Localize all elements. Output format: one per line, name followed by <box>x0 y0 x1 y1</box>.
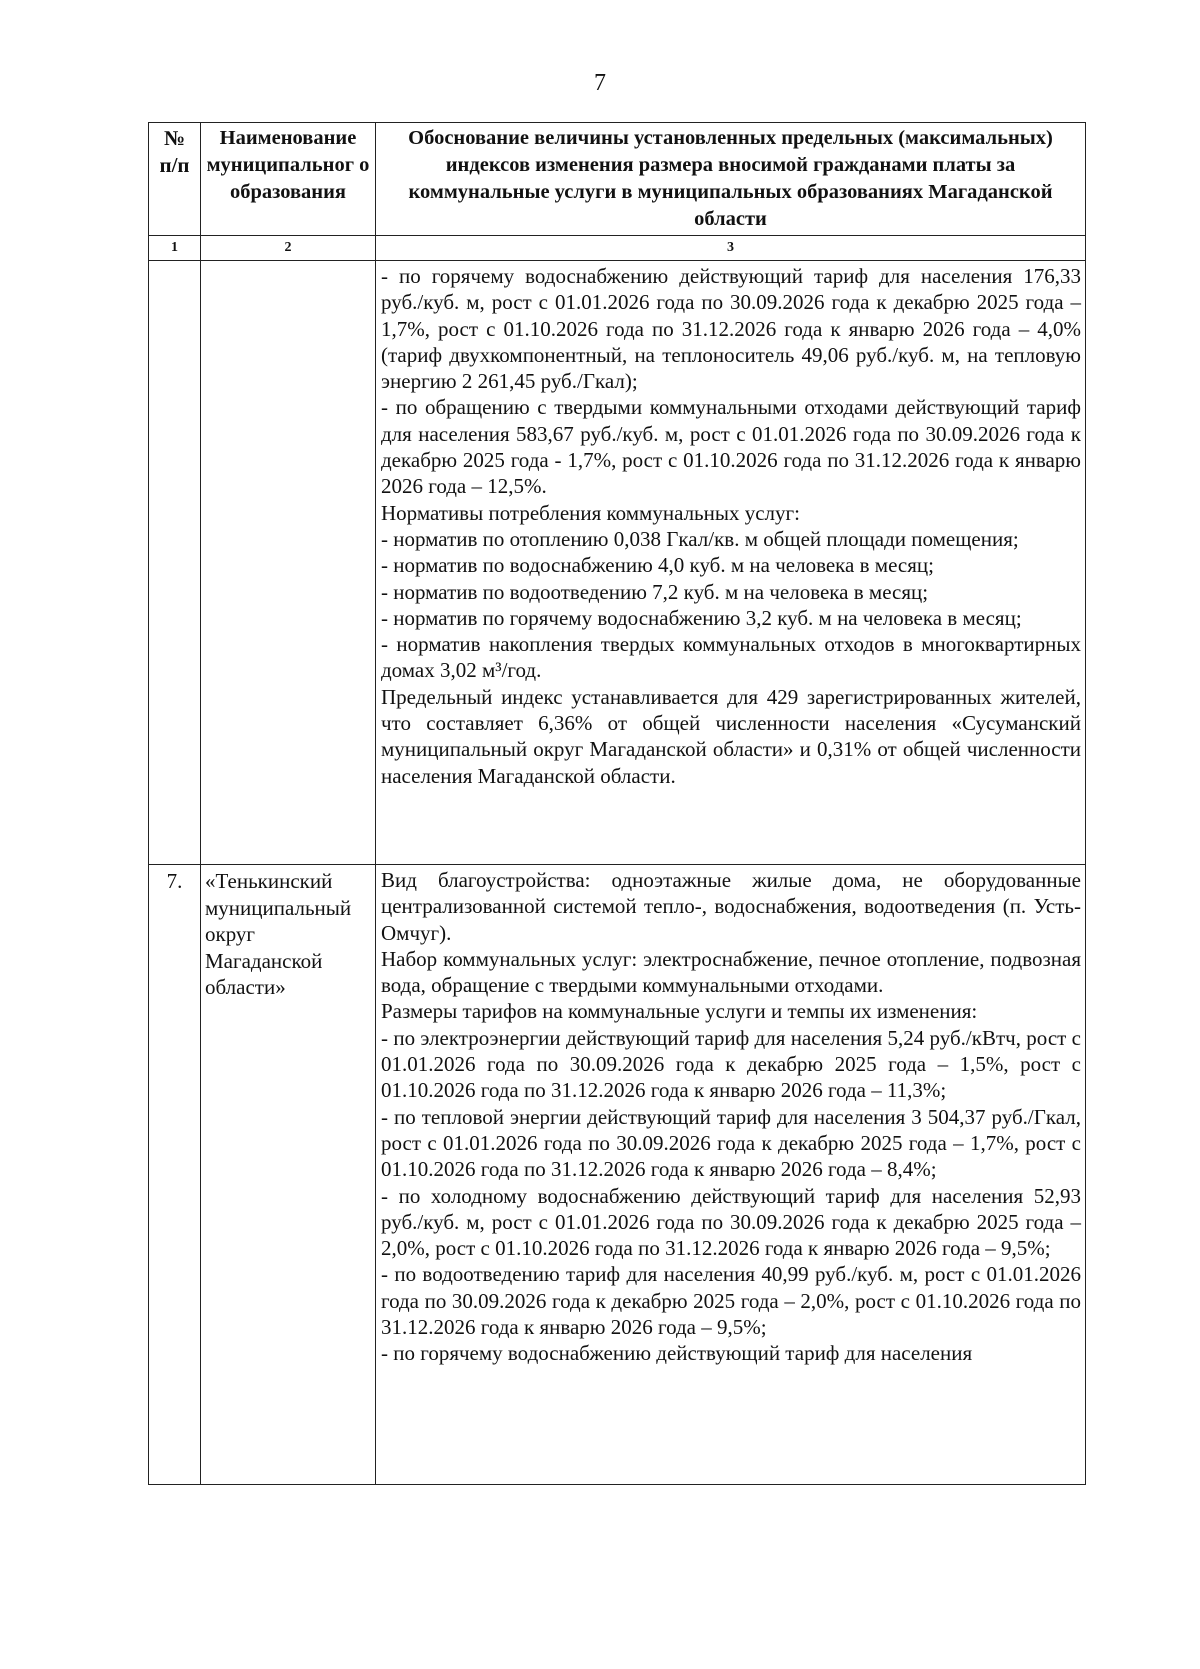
paragraph: - норматив по отоплению 0,038 Гкал/кв. м общей площади помещения; <box>381 526 1019 551</box>
row-number: 7. <box>149 865 201 1485</box>
header-number: № п/п <box>149 123 201 236</box>
paragraph: Размеры тарифов на коммунальные услуги и темпы их изменения: <box>381 999 978 1024</box>
municipality-name <box>201 261 376 865</box>
paragraph: - по тепловой энергии действующий тариф для населения 3 504,37 руб./Гкал, рост с 01.01.2026 года по 30.09.2026 года к декабрю 2025 года – 1,7%, рост с 01.10.2026 года по 31.12.2026 года к январю 2026 года – 8,4%; <box>381 1104 1081 1182</box>
paragraph: Нормативы потребления коммунальных услуг: <box>381 500 800 525</box>
column-numbering-row <box>149 236 1086 261</box>
header-municipality: Наименование муниципальног о образования <box>201 123 376 236</box>
paragraph: - норматив по водоотведению 7,2 куб. м на человека в месяц; <box>381 579 929 604</box>
table-header-row <box>149 123 1086 236</box>
page-number: 7 <box>594 70 606 96</box>
paragraph: Предельный индекс устанавливается для 429 зарегистрированных жителей, что составляет 6,36% от общей численности населения «Сусуманский муниципальный округ Магаданской области» и 0,31% от общей численности населения Магаданской области. <box>381 684 1081 788</box>
paragraph: - норматив накопления твердых коммунальных отходов в многоквартирных домах 3,02 м³/год. <box>381 632 1081 683</box>
column-number: 3 <box>376 236 1086 261</box>
header-justification: Обоснование величины установленных предельных (максимальных) индексов изменения размера вносимой гражданами платы за коммунальные услуги в муниципальных образованиях Магаданской области <box>376 123 1086 236</box>
paragraph: - по горячему водоснабжению действующий тариф для населения <box>381 1341 973 1366</box>
justification-table <box>148 122 1086 1485</box>
paragraph: - норматив по горячему водоснабжению 3,2 куб. м на человека в месяц; <box>381 605 1022 630</box>
column-number: 1 <box>149 236 201 261</box>
municipality-name: «Тенькинский муниципальный округ Магаданской области» <box>201 865 376 1485</box>
row-number <box>149 261 201 865</box>
justification-text <box>376 261 1086 865</box>
paragraph: - норматив по водоснабжению 4,0 куб. м на человека в месяц; <box>381 553 934 578</box>
paragraph: - по водоотведению тариф для населения 40,99 руб./куб. м, рост с 01.01.2026 года по 30.09.2026 года к декабрю 2025 года – 2,0%, рост с 01.10.2026 года по 31.12.2026 года к январю 2026 года – 9,5%; <box>381 1262 1081 1340</box>
table-row <box>149 261 1086 865</box>
column-number: 2 <box>201 236 376 261</box>
paragraph: - по обращению с твердыми коммунальными отходами действующий тариф для населения 583,67 руб./куб. м, рост с 01.01.2026 года по 30.09.2026 года к декабрю 2025 года - 1,7%, рост с 01.10.2026 года по 31.12.2026 года к январю 2026 года – 12,5%. <box>381 395 1081 499</box>
paragraph: Набор коммунальных услуг: электроснабжение, печное отопление, подвозная вода, обращение с твердыми коммунальными отходами. <box>381 946 1081 998</box>
paragraph: - по горячему водоснабжению действующий тариф для населения 176,33 руб./куб. м, рост с 01.01.2026 года по 30.09.2026 года к декабрю 2025 года – 1,7%, рост с 01.10.2026 года по 31.12.2026 года к январю 2026 года – 4,0% (тариф двухкомпонентный, на теплоноситель 49,06 руб./куб. м, на тепловую энергию 2 261,45 руб./Гкал); <box>381 264 1081 394</box>
paragraph: Вид благоустройства: одноэтажные жилые дома, не оборудованные централизованной системой тепло-, водоснабжения, водоотведения (п. Усть-Омчуг). <box>381 868 1081 945</box>
paragraph: - по холодному водоснабжению действующий тариф для населения 52,93 руб./куб. м, рост с 01.01.2026 года по 30.09.2026 года к декабрю 2025 года – 2,0%, рост с 01.10.2026 года по 31.12.2026 года к январю 2026 года – 9,5%; <box>381 1183 1081 1261</box>
paragraph: - по электроэнергии действующий тариф для населения 5,24 руб./кВтч, рост с 01.01.2026 года по 30.09.2026 года к декабрю 2025 года – 1,5%, рост с 01.10.2026 года по 31.12.2026 года к январю 2026 года – 11,3%; <box>381 1025 1081 1103</box>
justification-text <box>376 865 1086 1485</box>
table-row <box>149 865 1086 1485</box>
